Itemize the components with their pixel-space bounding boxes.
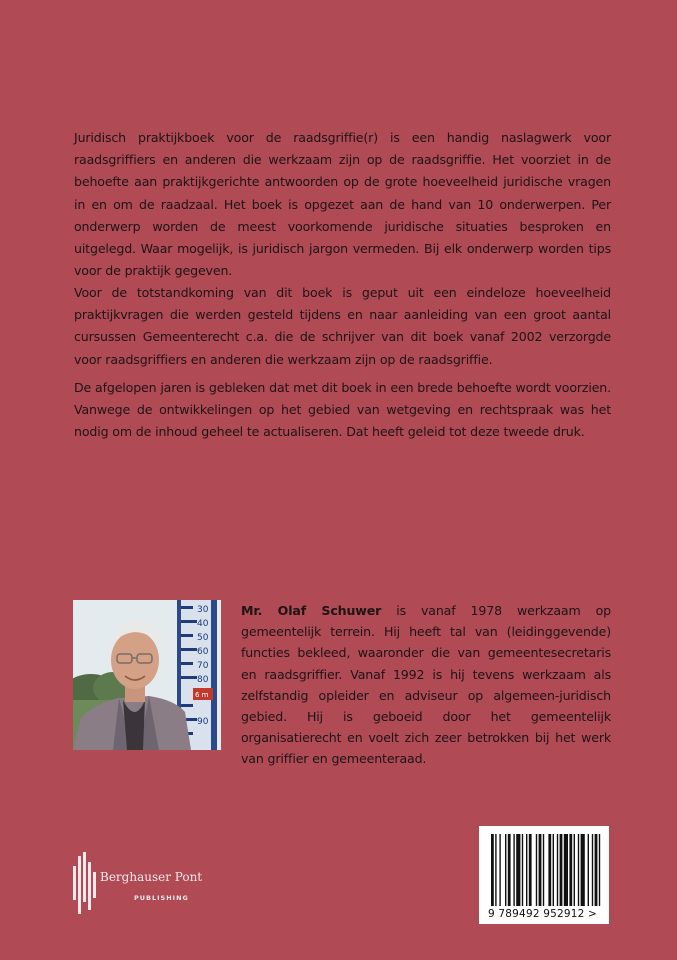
isbn-barcode [479,826,609,924]
author-photo [73,600,221,750]
publisher-name: Berghauser Pont [100,870,203,884]
author-name: Mr. Olaf Schuwer [241,603,382,618]
ruler-label: 60 [197,647,209,657]
ruler-label: 40 [197,619,209,629]
ruler-label: 70 [197,661,209,671]
ruler-label: 6 m [195,691,209,699]
author-bio [241,600,611,770]
description-paragraph-1: Juridisch praktijkboek voor de raadsgriffie(r) is een handig naslagwerk voor raadsgriffiers en anderen die werkzaam zijn op de raadsgriffie. Het voorziet in de behoefte aan praktijkgerichte antwoorden op de grote hoeveelheid juridische vragen in en om de raadzaal. Het boek is opgezet aan de hand van 10 onderwerpen. Per onderwerp worden de meest voorkomende juridische situaties besproken en uitgelegd. Waar mogelijk, is juridisch jargon vermeden. Bij elk onderwerp worden tips voor de praktijk gegeven. [74,130,611,279]
description-paragraph-3: De afgelopen jaren is gebleken dat met dit boek in een brede behoefte wordt voorzien. Vanwege de ontwikkelingen op het gebied van wetgeving en rechtspraak was het nodig om de inhoud geheel te actualiseren. Dat heeft geleid tot deze tweede druk. [74,380,611,440]
barcode-bars [479,826,609,908]
description-paragraph-2: Voor de totstandkoming van dit boek is geput uit een eindeloze hoeveelheid praktijkvragen die werden gesteld tijdens en naar aanleiding van een groot aantal cursussen Gemeenterecht c.a. die de schrijver van dit boek vanaf 2002 verzorgde voor raadsgriffiers en anderen die werkzaam zijn op de raadsgriffie. [74,285,611,367]
ruler-label: 80 [197,675,209,685]
ruler-label: 50 [197,633,209,643]
publisher-logo-mark [73,852,99,916]
author-bio-text: is vanaf 1978 werkzaam op gemeentelijk terrein. Hij heeft tal van (leidinggevende) functies bekleed, waaronder die van gemeentesecretaris en raadsgriffier. Vanaf 1992 is hij tevens werkzaam als zelfstandig opleider en adviseur op algemeen-juridisch gebied. Hij is geboeid door het gemeentelijk organisatierecht en voelt zich zeer betrokken bij het werk van griffier en gemeenteraad. [241,603,611,767]
ruler-label: 30 [197,605,209,615]
publisher-subtitle: PUBLISHING [134,894,189,902]
ruler-label: 90 [197,717,209,727]
isbn-number: 9 789492 952912 > [488,908,598,920]
publisher-logo [73,852,213,916]
